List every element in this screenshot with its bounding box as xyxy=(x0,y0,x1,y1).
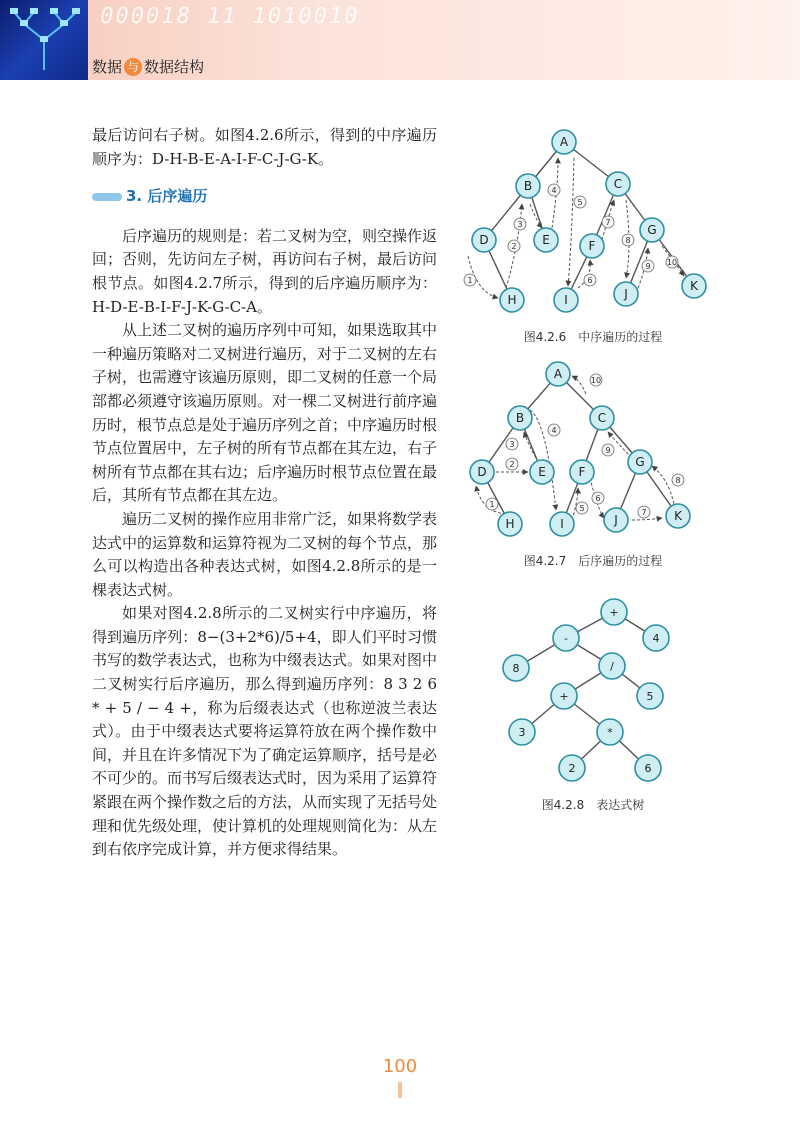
fig3-node-label: 8 xyxy=(512,662,520,675)
fig1-node-label: C xyxy=(613,177,623,191)
fig3-node-label: 3 xyxy=(518,726,526,739)
fig1-node-label: I xyxy=(564,293,568,307)
fig3-node-label: - xyxy=(564,632,568,645)
fig2-step-label: 2 xyxy=(509,460,515,469)
fig3-node-label: / xyxy=(610,660,614,673)
fig3-node-label: + xyxy=(559,690,569,703)
fig1-node-label: A xyxy=(559,135,569,149)
fig1-node-label: F xyxy=(588,239,596,253)
page-header xyxy=(0,0,800,80)
book-title-part2: 数据结构 xyxy=(144,58,205,76)
fig1-node-label: J xyxy=(624,287,628,301)
fig1-step-label: 2 xyxy=(511,242,517,251)
fig2-step-label: 4 xyxy=(551,426,557,435)
fig1-node-label: B xyxy=(523,179,533,193)
fig2-step-label: 3 xyxy=(509,440,515,449)
paragraph-postorder-rule: 后序遍历的规则是：若二叉树为空，则空操作返回；否则，先访问左子树，再访问右子树，最后访问根节点。如图4.2.7所示，得到的后序遍历顺序为：H-D-E-B-I-F-J-K-G-C-A。 xyxy=(92,226,438,316)
fig3-node-label: 4 xyxy=(652,632,660,645)
fig3-node-label: 2 xyxy=(568,762,576,775)
fig2-node-label: F xyxy=(578,465,586,479)
book-title-part1: 数据 xyxy=(92,58,123,76)
paragraph-traversal-summary: 从上述二叉树的遍历序列中可知，如果选取其中一种遍历策略对二叉树进行遍历，对于二叉树的左右子树，也需遵守该遍历原则，即二叉树的任意一个局部都必须遵守该遍历原则。对一棵二叉树进行前序遍历时，根节点总是处于遍历序列之首；中序遍历时根节点位置居中，左子树的所有节点都在其左边，右子树所有节点都在其右边；后序遍历时根节点位置在最后，其所有节点都在其左边。 xyxy=(92,321,438,505)
fig1-step-label: 8 xyxy=(625,236,631,245)
figure-caption-4-2-6: 图4.2.6 中序遍历的过程 xyxy=(523,330,663,344)
fig2-node-label: K xyxy=(674,509,682,523)
fig2-node-label: G xyxy=(635,455,645,469)
fig2-node-label: E xyxy=(538,465,546,479)
paragraph-expression-tree: 遍历二叉树的操作应用非常广泛，如果将数学表达式中的运算数和运算符视为二叉树的每个节点，那么可以构造出各种表达式树，如图4.2.8所示的是一棵表达式树。 xyxy=(92,509,438,599)
fig1-step-label: 6 xyxy=(587,276,593,285)
header-binary-decoration: 000018 11 1010010 xyxy=(97,4,362,29)
figure-inorder-tree xyxy=(462,128,724,318)
fig2-node-label: C xyxy=(597,411,607,425)
figure-caption-4-2-7: 图4.2.7 后序遍历的过程 xyxy=(523,554,663,568)
fig2-node-label: I xyxy=(560,517,564,531)
fig3-node-label: + xyxy=(609,606,619,619)
fig2-node-label: A xyxy=(553,367,563,381)
fig2-step-label: 8 xyxy=(675,476,681,485)
page-number: 100 xyxy=(382,1056,418,1077)
fig2-step-label: 1 xyxy=(489,500,495,509)
fig3-node-label: 6 xyxy=(644,762,652,775)
fig2-step-label: 6 xyxy=(595,494,601,503)
fig2-step-label: 7 xyxy=(641,508,647,517)
body-text xyxy=(92,124,437,862)
fig1-step-label: 9 xyxy=(645,262,651,271)
fig2-node-label: D xyxy=(477,465,487,479)
paragraph-infix-postfix: 如果对图4.2.8所示的二叉树实行中序遍历，将得到遍历序列：8−(3+2*6)/5+4，即人们平时习惯书写的数学表达式，也称为中缀表达式。如果对图中二叉树实行后序遍历，那么得到遍历序列：8 3 2 6 * + 5 / − 4 +，称为后缀表达式（也称逆波兰表达式）。由于中缀表达式要将运算符放在两个操作数中间，并且在许多情况下为了确定运算顺序，括号是必不可少的。而书写后缀表达式时，因为采用了运算符紧跟在两个操作数之后的方法，从而实现了无括号处理和优先级处理，使计算机的处理规则简化为：从左到右依序完成计算，并方便求得结果。 xyxy=(92,604,438,859)
fig2-step-label: 10 xyxy=(590,376,602,385)
fig3-node-label: 5 xyxy=(646,690,654,703)
section-bar-icon xyxy=(92,193,122,201)
section-title: 3. 后序遍历 xyxy=(126,187,208,206)
fig1-node-label: D xyxy=(479,233,489,247)
fig1-node-label: H xyxy=(507,293,517,307)
fig1-step-label: 5 xyxy=(577,198,583,207)
header-logo-icon xyxy=(0,0,88,80)
figure-postorder-tree xyxy=(462,360,724,540)
fig1-step-label: 4 xyxy=(551,186,557,195)
fig1-step-label: 1 xyxy=(467,276,473,285)
fig2-step-label: 5 xyxy=(579,504,585,513)
fig1-node-label: E xyxy=(542,233,550,247)
fig2-node-label: J xyxy=(614,513,618,527)
book-title xyxy=(92,56,204,77)
fig1-node-label: K xyxy=(690,279,698,293)
page-number-bar xyxy=(398,1082,402,1098)
fig1-step-label: 10 xyxy=(666,258,678,267)
fig1-step-label: 7 xyxy=(605,218,611,227)
fig2-node-label: B xyxy=(515,411,525,425)
figure-caption-4-2-8: 图4.2.8 表达式树 xyxy=(541,798,645,812)
fig1-step-label: 3 xyxy=(517,220,523,229)
paragraph-inorder-result: 最后访问右子树。如图4.2.6所示，得到的中序遍历顺序为：D-H-B-E-A-I-F-C-J-G-K。 xyxy=(92,126,437,168)
book-title-and-badge: 与 xyxy=(124,58,142,76)
fig2-step-label: 9 xyxy=(605,446,611,455)
fig1-node-label: G xyxy=(647,223,657,237)
section-heading xyxy=(92,185,437,209)
figure-expression-tree xyxy=(498,596,688,786)
fig2-node-label: H xyxy=(505,517,515,531)
fig3-node-label: * xyxy=(607,726,613,739)
